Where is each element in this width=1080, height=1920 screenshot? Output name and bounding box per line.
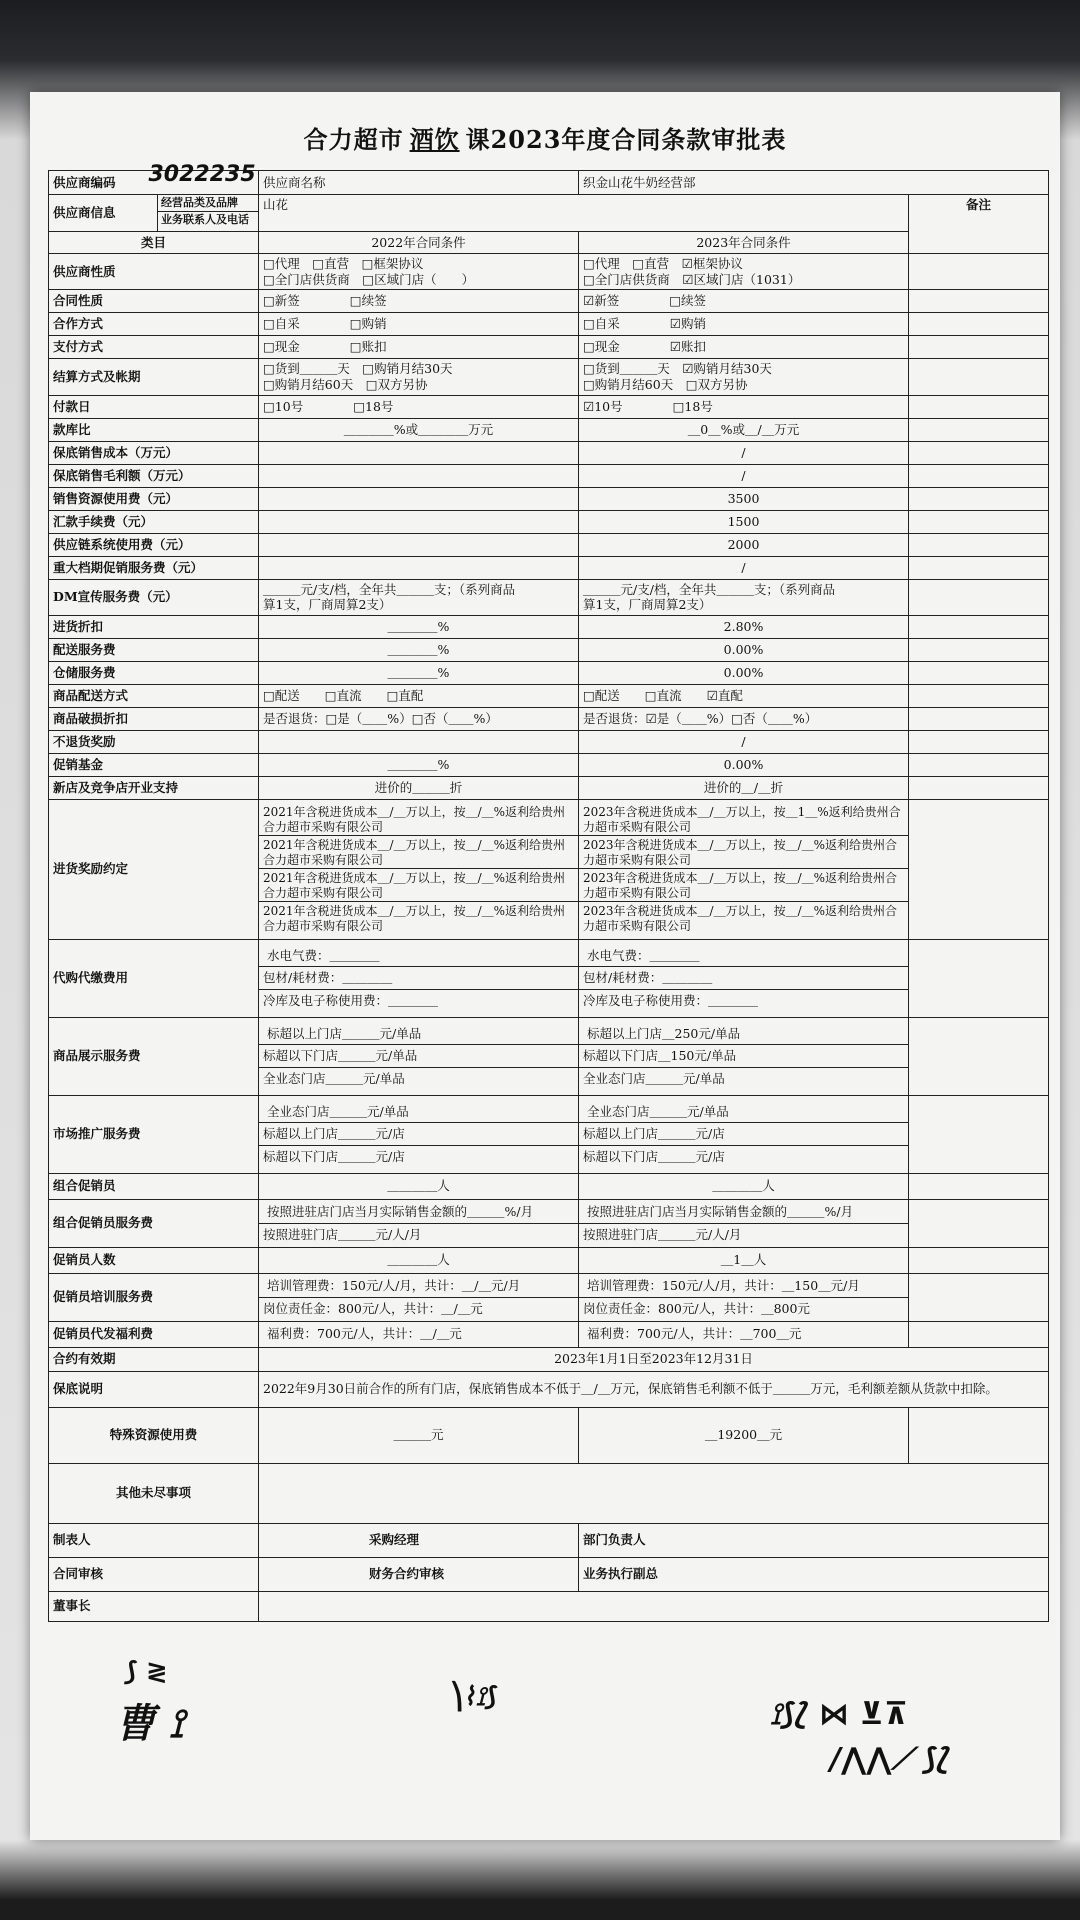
term-2022	[259, 359, 579, 395]
term-row	[49, 753, 1049, 776]
cell-line: 1500	[727, 513, 760, 529]
fee-row	[49, 939, 1049, 1017]
term-label: 支付方式	[49, 336, 259, 359]
term-label: 合作方式	[49, 313, 259, 336]
category-brand-label: 经营品类及品牌	[158, 195, 258, 212]
validity-label: 合约有效期	[49, 1347, 259, 1371]
cell-line: □全门店供货商 ☑区域门店（1031）	[583, 271, 801, 287]
reviewer-signature: 曹 ⟟	[115, 1701, 184, 1747]
cell-line: 2.80%	[723, 618, 764, 634]
term-2023	[579, 730, 909, 753]
cell-line	[263, 491, 574, 506]
cell-line: 进价的＿/＿折	[703, 779, 784, 795]
remarks-cell	[909, 1017, 1049, 1095]
term-label: 新店及竞争店开业支持	[49, 776, 259, 799]
term-2022	[259, 776, 579, 799]
fee-c2022	[259, 1173, 579, 1199]
fee-row	[49, 1173, 1049, 1199]
fee-line: 培训管理费：150元/人/月，共计：＿150＿元/月	[587, 1278, 860, 1294]
term-label: 配送服务费	[49, 638, 259, 661]
signoff-label: 财务合约审核	[259, 1557, 579, 1591]
cell-line: ＿＿＿＿%	[387, 756, 450, 772]
cell-line	[263, 445, 574, 460]
cell-line: 算1支，厂商周算2支）	[583, 597, 712, 613]
term-row	[49, 290, 1049, 313]
cell-line: □10号 □18号	[263, 398, 394, 414]
supplier-name-cell	[259, 171, 579, 195]
fee-row	[49, 1017, 1049, 1095]
cell-line: □代理 □直营 □框架协议	[263, 256, 424, 271]
fee-c2023	[579, 1247, 909, 1273]
remarks-cell	[909, 1247, 1049, 1273]
remarks-cell	[909, 359, 1049, 395]
remarks-cell	[909, 1173, 1049, 1199]
cell-line: □配送 □直流 □直配	[263, 687, 424, 703]
col-2023: 2023年合同条件	[579, 232, 909, 254]
special-c2023: ＿19200＿元	[579, 1407, 909, 1463]
cell-line: 2000	[727, 536, 760, 552]
fee-line: 标超以上门店＿＿＿元/店	[259, 1122, 578, 1145]
term-2022	[259, 556, 579, 579]
remarks-cell	[909, 579, 1049, 615]
fee-c2022	[259, 1199, 579, 1247]
term-2022	[259, 638, 579, 661]
rebate-c2022	[259, 799, 579, 939]
cell-line: □代理 □直营 ☑框架协议	[583, 256, 743, 271]
remarks-cell	[909, 336, 1049, 359]
term-row	[49, 254, 1049, 290]
term-row	[49, 487, 1049, 510]
fee-c2023	[579, 1017, 909, 1095]
fee-c2022	[259, 939, 579, 1017]
term-row	[49, 533, 1049, 556]
contact-label: 业务联系人及电话	[161, 212, 249, 226]
remarks-cell	[909, 615, 1049, 638]
fee-line: ＿＿＿＿人	[712, 1178, 775, 1194]
column-header-row	[49, 232, 1049, 254]
cell-line	[263, 468, 574, 483]
remarks-cell	[909, 510, 1049, 533]
remarks-cell	[909, 464, 1049, 487]
col-category: 类目	[49, 232, 259, 254]
term-label: 款库比	[49, 418, 259, 441]
signoff-label: 合同审核	[49, 1557, 259, 1591]
dept-head-signature: ⟟⟆⟅ ⋈ ⊻⊼	[770, 1697, 909, 1732]
fee-c2022	[259, 1247, 579, 1273]
term-2023	[579, 753, 909, 776]
term-label: 付款日	[49, 395, 259, 418]
fee-line: 岗位责任金：800元/人，共计：＿/＿元	[259, 1297, 578, 1320]
cell-line: 0.00%	[723, 641, 764, 657]
cell-line: 进价的＿＿＿折	[374, 779, 463, 795]
fee-label: 促销员代发福利费	[49, 1321, 259, 1347]
remarks-cell	[909, 661, 1049, 684]
term-2023	[579, 579, 909, 615]
term-label: 商品破损折扣	[49, 707, 259, 730]
term-2022	[259, 254, 579, 290]
form-title	[30, 120, 1060, 155]
term-label: 销售资源使用费（元）	[49, 487, 259, 510]
special-c2022: ＿＿＿元	[259, 1407, 579, 1463]
term-row	[49, 313, 1049, 336]
fee-line: 全业态门店＿＿＿元/单品	[259, 1067, 578, 1090]
fee-line: 冷库及电子称使用费：＿＿＿＿	[579, 989, 908, 1012]
term-2023	[579, 533, 909, 556]
remarks-cell	[909, 290, 1049, 313]
signoff-label: 制表人	[49, 1523, 259, 1557]
term-row	[49, 359, 1049, 395]
term-2023	[579, 661, 909, 684]
term-label: 供应链系统使用费（元）	[49, 533, 259, 556]
term-2022	[259, 753, 579, 776]
rebate-c2023	[579, 799, 909, 939]
rebate-label: 进货奖励约定	[49, 799, 259, 939]
fee-line: 水电气费：＿＿＿＿	[587, 947, 700, 963]
fee-line: 福利费：700元/人，共计：＿700＿元	[587, 1326, 802, 1342]
term-label: 保底销售成本（万元）	[49, 441, 259, 464]
rebate-line: 2021年含税进货成本＿/＿万以上，按＿/＿%返利给贵州合力超市采购有限公司	[259, 835, 578, 868]
term-2022	[259, 441, 579, 464]
special-row	[49, 1407, 1049, 1463]
term-2022	[259, 487, 579, 510]
term-label: 不退货奖励	[49, 730, 259, 753]
cell-line: ☑新签 □续签	[583, 293, 707, 309]
fee-c2023	[579, 1173, 909, 1199]
term-2023	[579, 290, 909, 313]
fee-c2022	[259, 1273, 579, 1321]
term-row	[49, 730, 1049, 753]
fee-line: 培训管理费：150元/人/月，共计：＿/＿元/月	[267, 1278, 521, 1294]
term-2022	[259, 290, 579, 313]
term-row	[49, 707, 1049, 730]
term-row	[49, 395, 1049, 418]
supplier-info-label: 供应商信息	[53, 205, 116, 221]
term-2022	[259, 395, 579, 418]
term-2023	[579, 615, 909, 638]
cell-line: 是否退货：□是（＿＿%）□否（＿＿%）	[263, 710, 498, 726]
remarks-cell	[909, 684, 1049, 707]
term-label: 保底销售毛利额（万元）	[49, 464, 259, 487]
term-2022	[259, 707, 579, 730]
fee-line: 标超以下门店＿＿＿元/单品	[259, 1044, 578, 1067]
remarks-cell	[909, 441, 1049, 464]
fee-line: ＿＿＿＿人	[387, 1252, 450, 1268]
remarks-cell	[909, 418, 1049, 441]
term-row	[49, 684, 1049, 707]
fee-row	[49, 1273, 1049, 1321]
cell-line	[263, 734, 574, 749]
remarks-cell	[909, 730, 1049, 753]
fee-line: 岗位责任金：800元/人，共计：＿800元	[579, 1297, 908, 1320]
fee-c2023	[579, 1273, 909, 1321]
rebate-line: 2023年含税进货成本＿/＿万以上，按＿/＿%返利给贵州合力超市采购有限公司	[579, 901, 908, 934]
purchase-manager-signature: ⎞⌇⟟⟆	[450, 1682, 498, 1712]
term-2023	[579, 510, 909, 533]
vp-signature: /⋀⋀⟋ ⟆⟅	[830, 1742, 951, 1777]
cell-line: □购销月结60天 □双方另协	[263, 376, 428, 392]
term-2022	[259, 418, 579, 441]
remarks-cell	[909, 1407, 1049, 1463]
rebate-line: 2021年含税进货成本＿/＿万以上，按＿/＿%返利给贵州合力超市采购有限公司	[259, 868, 578, 901]
category-brand-value: 山花	[259, 195, 909, 232]
fee-line: 包材/耗材费：＿＿＿＿	[259, 966, 578, 989]
term-2023	[579, 395, 909, 418]
term-label: 汇款手续费（元）	[49, 510, 259, 533]
term-2022	[259, 464, 579, 487]
term-2023	[579, 359, 909, 395]
fee-line: 标超以下门店＿＿＿元/店	[579, 1145, 908, 1168]
supplier-info-cell	[49, 195, 259, 232]
other-label: 其他未尽事项	[49, 1463, 259, 1523]
title-company: 合力超市	[303, 125, 404, 154]
cell-line: /	[741, 467, 746, 483]
fee-line: 按照进驻店门店当月实际销售金额的＿＿＿%/月	[587, 1204, 854, 1220]
remarks-cell	[909, 1199, 1049, 1247]
remarks-cell	[909, 939, 1049, 1017]
cell-line: 是否退货：☑是（＿＿%）□否（＿＿%）	[583, 710, 818, 726]
fee-line: 全业态门店＿＿＿元/单品	[587, 1103, 729, 1119]
signoff-label: 采购经理	[259, 1523, 579, 1557]
remarks-cell	[909, 533, 1049, 556]
signoff-row	[49, 1591, 1049, 1621]
fee-line: 全业态门店＿＿＿元/单品	[579, 1067, 908, 1090]
fee-line: 冷库及电子称使用费：＿＿＿＿	[259, 989, 578, 1012]
cell-line: □自采 □购销	[263, 316, 387, 332]
signoff-label: 部门负责人	[579, 1523, 1049, 1557]
other-row	[49, 1463, 1049, 1523]
fee-c2023	[579, 1321, 909, 1347]
remarks-cell	[909, 313, 1049, 336]
term-2023	[579, 638, 909, 661]
cell-line: □新签 □续签	[263, 293, 387, 309]
term-label: 促销基金	[49, 753, 259, 776]
title-suffix: 课2023年度合同条款审批表	[465, 125, 787, 154]
fee-label: 代购代缴费用	[49, 939, 259, 1017]
cell-line: /	[741, 444, 746, 460]
cell-line: □全门店供货商 □区域门店（ ）	[263, 271, 475, 287]
remarks-cell	[909, 776, 1049, 799]
fee-c2023	[579, 1199, 909, 1247]
term-label: 合同性质	[49, 290, 259, 313]
title-department: 酒饮	[409, 125, 460, 154]
term-2023	[579, 313, 909, 336]
remarks-cell	[909, 753, 1049, 776]
cell-line: ＿＿＿＿%	[387, 618, 450, 634]
fee-line: 标超以下门店＿＿＿元/店	[259, 1145, 578, 1168]
remarks-cell	[909, 487, 1049, 510]
guarantee-label: 保底说明	[49, 1371, 259, 1407]
cell-line: 算1支，厂商周算2支）	[263, 597, 392, 613]
validity-row	[49, 1347, 1049, 1371]
term-2023	[579, 776, 909, 799]
signoff-row	[49, 1557, 1049, 1591]
remarks-cell	[909, 799, 1049, 939]
remarks-cell	[909, 638, 1049, 661]
fee-c2022	[259, 1321, 579, 1347]
term-2022	[259, 313, 579, 336]
term-2022	[259, 510, 579, 533]
signoff-empty	[259, 1591, 1049, 1621]
fee-line: 标超以上门店＿＿＿元/店	[579, 1122, 908, 1145]
contract-terms-table	[48, 161, 1049, 1622]
cell-line: ＿＿＿＿%	[387, 664, 450, 680]
term-2023	[579, 441, 909, 464]
term-2023	[579, 556, 909, 579]
cell-line: ＿＿＿＿%或＿＿＿＿万元	[343, 421, 494, 437]
remarks-cell	[909, 1273, 1049, 1321]
term-2023	[579, 684, 909, 707]
term-2022	[259, 579, 579, 615]
rebate-line: 2023年含税进货成本＿/＿万以上，按＿1＿%返利给贵州合力超市采购有限公司	[583, 804, 901, 834]
supplier-code-value: 3022235	[148, 161, 256, 187]
remarks-cell	[909, 556, 1049, 579]
term-row	[49, 441, 1049, 464]
term-label: 重大档期促销服务费（元）	[49, 556, 259, 579]
term-row	[49, 776, 1049, 799]
cell-line: 3500	[727, 490, 760, 506]
term-row	[49, 638, 1049, 661]
fee-c2022	[259, 1095, 579, 1173]
cell-line: /	[741, 559, 746, 575]
supplier-name-label: 供应商名称	[263, 174, 326, 190]
cell-line: □货到＿＿＿天 □购销月结30天	[263, 361, 453, 377]
fee-label: 商品展示服务费	[49, 1017, 259, 1095]
cell-line: ☑10号 □18号	[583, 398, 713, 414]
fee-row	[49, 1247, 1049, 1273]
fee-c2022	[259, 1017, 579, 1095]
supplier-code-label: 供应商编码 3022235	[49, 171, 259, 195]
fee-line: 水电气费：＿＿＿＿	[267, 947, 380, 963]
term-label: DM宣传服务费（元）	[49, 579, 259, 615]
cell-line: ＿0＿%或＿/＿万元	[687, 421, 800, 437]
remarks-cell	[909, 254, 1049, 290]
fee-line: 包材/耗材费：＿＿＿＿	[579, 966, 908, 989]
cell-line: 0.00%	[723, 756, 764, 772]
fee-line: 标超以上门店＿＿＿元/单品	[267, 1025, 422, 1041]
fee-line: 标超以下门店＿150元/单品	[579, 1044, 908, 1067]
cell-line: □货到＿＿＿天 ☑购销月结30天	[583, 361, 772, 377]
term-row	[49, 556, 1049, 579]
fee-c2023	[579, 939, 909, 1017]
col-2022: 2022年合同条件	[259, 232, 579, 254]
cell-line	[263, 560, 574, 575]
supplier-info-row	[49, 195, 1049, 232]
guarantee-value: 2022年9月30日前合作的所有门店，保底销售成本不低于＿/＿万元，保底销售毛利额不低于＿＿＿万元，毛利额差额从货款中扣除。	[259, 1371, 1049, 1407]
term-label: 结算方式及帐期	[49, 359, 259, 395]
rebate-line: 2021年含税进货成本＿/＿万以上，按＿/＿%返利给贵州合力超市采购有限公司	[259, 901, 578, 934]
term-2022	[259, 684, 579, 707]
fee-line: 标超以上门店＿250元/单品	[587, 1025, 741, 1041]
term-2022	[259, 615, 579, 638]
fee-line: 按照进驻门店＿＿＿元/人/月	[579, 1223, 908, 1246]
term-row	[49, 615, 1049, 638]
signoff-label: 业务执行副总	[579, 1557, 1049, 1591]
remarks-label: 备注	[909, 195, 1049, 254]
cell-line: □现金 ☑账扣	[583, 339, 707, 355]
cell-line: ＿＿＿元/支/档，全年共＿＿＿支；（系列商品	[263, 581, 516, 597]
cell-line	[263, 537, 574, 552]
cell-line	[263, 514, 574, 529]
fee-row	[49, 1321, 1049, 1347]
remarks-cell	[909, 1321, 1049, 1347]
guarantee-row	[49, 1371, 1049, 1407]
fee-line: 福利费：700元/人，共计：＿/＿元	[267, 1326, 462, 1342]
validity-value: 2023年1月1日至2023年12月31日	[259, 1347, 1049, 1371]
cell-line: □现金 □账扣	[263, 339, 387, 355]
fee-line: ＿＿＿＿人	[387, 1178, 450, 1194]
fee-line: 按照进驻门店＿＿＿元/人/月	[259, 1223, 578, 1246]
fee-line: 全业态门店＿＿＿元/单品	[267, 1103, 409, 1119]
fee-line: ＿1＿人	[720, 1252, 767, 1268]
rebate-line: 2023年含税进货成本＿/＿万以上，按＿/＿%返利给贵州合力超市采购有限公司	[579, 868, 908, 901]
cell-line: ＿＿＿元/支/档，全年共＿＿＿支；（系列商品	[583, 581, 836, 597]
cell-line: 0.00%	[723, 664, 764, 680]
fee-row	[49, 1095, 1049, 1173]
term-2023	[579, 336, 909, 359]
term-2022	[259, 730, 579, 753]
supplier-code-row	[49, 171, 1049, 195]
cell-line: ＿＿＿＿%	[387, 641, 450, 657]
signoff-label: 董事长	[49, 1591, 259, 1621]
fee-row	[49, 1199, 1049, 1247]
cell-line: □自采 ☑购销	[583, 316, 707, 332]
term-2023	[579, 254, 909, 290]
term-label: 供应商性质	[49, 254, 259, 290]
term-row	[49, 510, 1049, 533]
cell-line: /	[741, 733, 746, 749]
special-label: 特殊资源使用费	[49, 1407, 259, 1463]
cell-line: □购销月结60天 □双方另协	[583, 376, 748, 392]
remarks-cell	[909, 395, 1049, 418]
fee-label: 促销员人数	[49, 1247, 259, 1273]
supplier-name-value: 织金山花牛奶经营部	[579, 171, 1049, 195]
fee-label: 组合促销员服务费	[49, 1199, 259, 1247]
other-value	[259, 1463, 1049, 1523]
fee-label: 组合促销员	[49, 1173, 259, 1199]
preparer-signature: ⟆ ≷	[125, 1657, 168, 1687]
remarks-cell	[909, 707, 1049, 730]
term-row	[49, 418, 1049, 441]
term-label: 商品配送方式	[49, 684, 259, 707]
fee-line: 按照进驻店门店当月实际销售金额的＿＿＿%/月	[267, 1204, 534, 1220]
remarks-cell	[909, 1095, 1049, 1173]
rebate-line: 2023年含税进货成本＿/＿万以上，按＿/＿%返利给贵州合力超市采购有限公司	[579, 835, 908, 868]
term-row	[49, 336, 1049, 359]
signoff-row	[49, 1523, 1049, 1557]
term-2022	[259, 661, 579, 684]
term-2023	[579, 464, 909, 487]
term-2023	[579, 487, 909, 510]
term-label: 进货折扣	[49, 615, 259, 638]
fee-label: 促销员培训服务费	[49, 1273, 259, 1321]
fee-c2023	[579, 1095, 909, 1173]
cell-line: □配送 □直流 ☑直配	[583, 687, 743, 703]
approval-form-sheet	[30, 92, 1060, 1840]
term-row	[49, 661, 1049, 684]
rebate-line: 2021年含税进货成本＿/＿万以上，按＿/＿%返利给贵州合力超市采购有限公司	[263, 804, 566, 834]
term-label: 仓储服务费	[49, 661, 259, 684]
rebate-row	[49, 799, 1049, 939]
term-2022	[259, 533, 579, 556]
term-row	[49, 464, 1049, 487]
term-row	[49, 579, 1049, 615]
term-2022	[259, 336, 579, 359]
term-2023	[579, 707, 909, 730]
fee-label: 市场推广服务费	[49, 1095, 259, 1173]
term-2023	[579, 418, 909, 441]
